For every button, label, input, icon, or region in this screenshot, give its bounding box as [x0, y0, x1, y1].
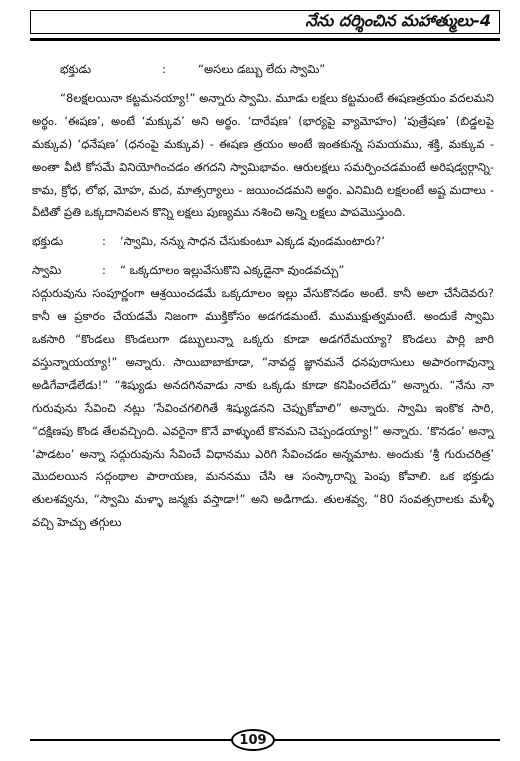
- dialogue-text: ‘స్వామి, నన్ను సాధన చేసుకుంటూ ఎక్కడ వుండమంటారు?’: [120, 234, 385, 249]
- dialogue-separator: :: [102, 263, 106, 278]
- header-rule: [30, 38, 500, 41]
- footer-rule-right: [275, 739, 500, 741]
- running-header: [30, 10, 500, 34]
- page-body: [32, 58, 494, 534]
- header-title: నేను దర్శించిన మహాత్ములు-4: [305, 10, 491, 30]
- dialogue-text: “ ఒక్కదూలం ఇల్లువేసుకొని ఎక్కడైనా వుండవచ్చు”: [120, 263, 345, 278]
- dialogue-separator: :: [102, 234, 106, 249]
- dialogue-separator: :: [162, 62, 166, 76]
- page-number: [231, 729, 275, 751]
- dialogue-swami: [32, 259, 494, 282]
- paragraph: సద్గురువును సంపూర్ణంగా ఆశ్రయించడమే ఒక్కదూలం ఇల్లు వేసుకొనడం అంటే. కానీ అలా చేసేదెవరు? కానీ ఆ ప్రకారం చేయడమే నిజంగా ముక్తికోసం అడగడమంటే. ముముక్షుత్వమంటే. అందుకే స్వామి ఒకసారి “కొండలు కొండలుగా డబ్బులున్నా ఒక్కరు కూడా అడగరేమయ్యా? కొండలు పార్లి జారి వస్తున్నాయయ్యా!” అన్నారు. సాయిబాబాకూడా, “నావద్ద జ్ఞానమనే ధనపురాసులు అపారంగావున్నా అడిగేవాడేలేడు!” “శిష్యుడు అనదగినవాడు నాకు ఒక్కడు కూడా కనిపించలేదు” అన్నారు. “నేను నా గురువును సేవించి నట్లు ‘సేవించగలిగితే శిష్యుడనని చెప్పుకోవాలి” అన్నారు. స్వామి ఇంకొక సారి, “దక్షిణపు కొండ తేలవచ్చింది. ఎవరైనా కొనే వాళ్ళుంటే కొనమని చెప్పండయ్యా!” అన్నారు. ‘కొనడం’ అన్నా ‘పాడటం’ అన్నా సద్గురువును సేవించే విధానము ఎరిగి సేవించడం అన్నమాట. అందుకు ‘శ్రీ గురుచరిత్ర’ మొదలయిన సద్గంథాల పారాయణ, మననము చేసి ఆ సంస్కారాన్ని పెంపు కోవాలి. ఒక భక్తుడు తులశవ్వను, “స్వామి మళ్ళా జన్మకు వస్తాడా!” అని అడిగాడు. తులశవ్వ, “80 సంవత్సరాలకు మళ్ళీ వచ్చి హెచ్చు తగ్గులు: [32, 286, 494, 530]
- dialogue-text: “అసలు డబ్బు లేదు స్వామి”: [198, 62, 326, 76]
- page-number-text: 109: [239, 732, 267, 748]
- paragraph: “8లక్షలయినా కట్టమనయ్యా!” అన్నారు స్వామి. మూడు లక్షలు కట్టమంటే ఈషణత్రయం వదలమని అర్థం. ‘ఈషణ’, అంటే ‘మక్కువ’ అని అర్థం. ‘దారేషణ’ (భార్యపై వ్యామోహం) ‘పుత్రేషణ’ (బిడ్డలపై మక్కువ) ‘ధనేషణ’ (ధనంపై మక్కువ) - ఈషణ త్రయం అంటే ఇంతకున్న సమయము, శక్తి, మక్కువ - అంతా వీటి కోసమే వినియోగించడం తగదని స్వామిభావం. ఆరులక్షలు సమర్పించడమంటే అరిషడ్వర్గాన్ని- కామ, క్రోధ, లోభ, మోహ, మద, మాత్సర్యాలు - జయించడమని అర్థం. ఎనిమిది లక్షలంటే అష్ట మదాలు - వీటితో ప్రతి ఒక్కదానివలన కొన్ని లక్షలు పుణ్యము నశించి అన్ని లక్షలు పాపమొస్తుంది.: [32, 90, 494, 220]
- dialogue-devotee-2: [32, 230, 494, 253]
- footer-rule-left: [30, 739, 231, 741]
- dialogue-speaker: భక్తుడు: [60, 62, 92, 76]
- dialogue-devotee-1: [32, 58, 494, 81]
- dialogue-speaker: భక్తుడు: [32, 234, 64, 249]
- dialogue-speaker: స్వామి: [32, 263, 62, 278]
